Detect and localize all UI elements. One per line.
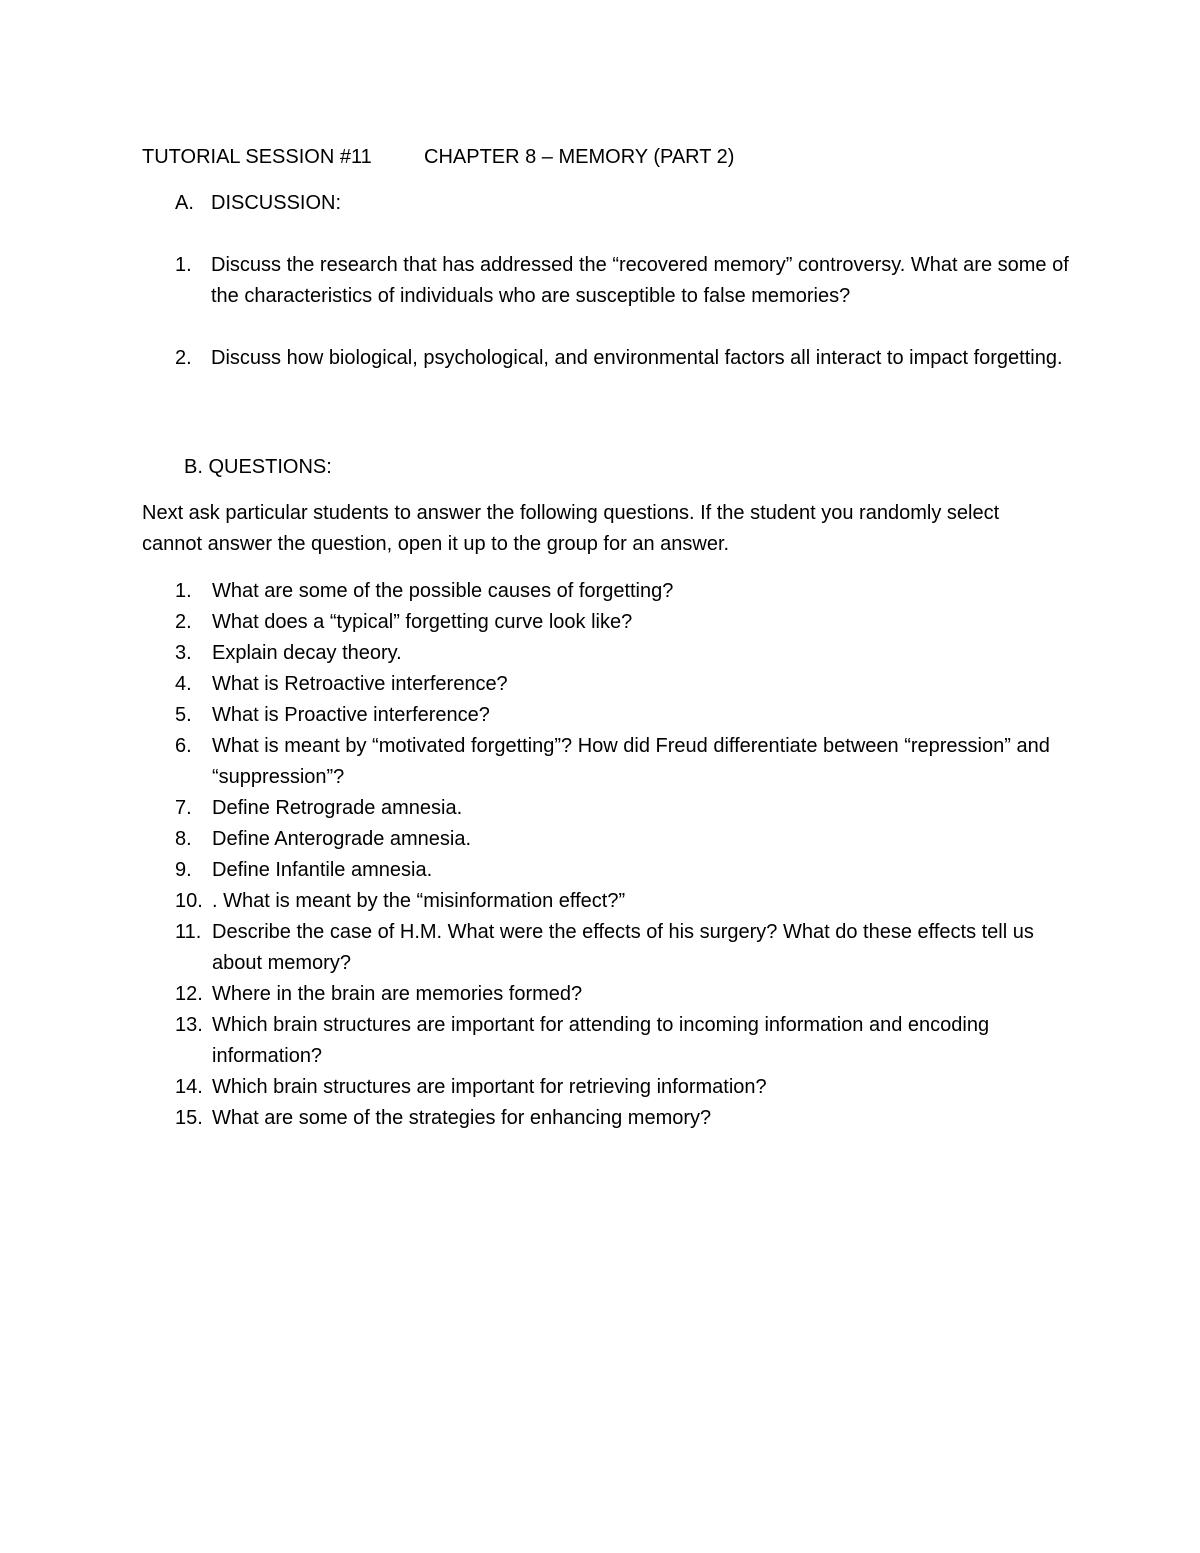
question-item bbox=[142, 886, 1072, 917]
question-item bbox=[142, 731, 1072, 793]
question-text: Explain decay theory. bbox=[212, 642, 402, 664]
question-number: 10. bbox=[175, 890, 203, 912]
question-number: 9. bbox=[175, 859, 192, 881]
question-text: Define Infantile amnesia. bbox=[212, 859, 433, 881]
question-number: 13. bbox=[175, 1014, 203, 1036]
question-text: Which brain structures are important for retrieving information? bbox=[212, 1076, 767, 1098]
question-number: 2. bbox=[175, 611, 192, 633]
question-text: Describe the case of H.M. What were the effects of his surgery? What do these effects tell us about memory? bbox=[212, 921, 1034, 974]
discussion-item-text: Discuss how biological, psychological, and environmental factors all interact to impact forgetting. bbox=[211, 347, 1063, 369]
question-text: What are some of the strategies for enhancing memory? bbox=[212, 1107, 712, 1129]
question-item bbox=[142, 979, 1072, 1010]
question-text: Which brain structures are important for attending to incoming information and encoding information? bbox=[212, 1014, 990, 1067]
question-text: . What is meant by the “misinformation effect?” bbox=[212, 890, 626, 912]
question-item bbox=[142, 700, 1072, 731]
question-number: 7. bbox=[175, 797, 192, 819]
question-number: 12. bbox=[175, 983, 203, 1005]
question-number: 3. bbox=[175, 642, 192, 664]
question-number: 6. bbox=[175, 735, 192, 757]
discussion-section-letter: A. bbox=[175, 192, 194, 214]
question-text: What is Retroactive interference? bbox=[212, 673, 508, 695]
question-number: 8. bbox=[175, 828, 192, 850]
question-number: 1. bbox=[175, 580, 192, 602]
question-item bbox=[142, 576, 1072, 607]
question-item bbox=[142, 793, 1072, 824]
session-title: TUTORIAL SESSION #11 bbox=[142, 146, 372, 168]
question-number: 15. bbox=[175, 1107, 203, 1129]
question-number: 4. bbox=[175, 673, 192, 695]
question-item bbox=[142, 855, 1072, 886]
discussion-item-number: 1. bbox=[175, 254, 192, 276]
questions-list bbox=[142, 576, 1072, 1134]
question-text: Define Retrograde amnesia. bbox=[212, 797, 463, 819]
discussion-heading: DISCUSSION: bbox=[211, 192, 342, 214]
question-item bbox=[142, 824, 1072, 855]
discussion-item-number: 2. bbox=[175, 347, 192, 369]
question-item bbox=[142, 607, 1072, 638]
question-item bbox=[142, 917, 1072, 979]
discussion-item-text: Discuss the research that has addressed the “recovered memory” controversy. What are some of the characteristics of individuals who are susceptible to false memories? bbox=[211, 254, 1069, 307]
question-number: 11. bbox=[175, 921, 202, 943]
question-text: What does a “typical” forgetting curve look like? bbox=[212, 611, 633, 633]
question-item bbox=[142, 1010, 1072, 1072]
chapter-title: CHAPTER 8 – MEMORY (PART 2) bbox=[424, 146, 735, 168]
question-text: Define Anterograde amnesia. bbox=[212, 828, 472, 850]
question-text: What is Proactive interference? bbox=[212, 704, 490, 726]
questions-intro: Next ask particular students to answer the following questions. If the student you randomly select cannot answer the question, open it up to the group for an answer. bbox=[142, 502, 1000, 555]
questions-heading: B. QUESTIONS: bbox=[184, 456, 332, 478]
question-text: Where in the brain are memories formed? bbox=[212, 983, 583, 1005]
question-item bbox=[142, 638, 1072, 669]
question-number: 5. bbox=[175, 704, 192, 726]
question-item bbox=[142, 1072, 1072, 1103]
question-number: 14. bbox=[175, 1076, 203, 1098]
question-item bbox=[142, 1103, 1072, 1134]
question-text: What are some of the possible causes of forgetting? bbox=[212, 580, 674, 602]
question-text: What is meant by “motivated forgetting”? How did Freud differentiate between “repression” and “suppression”? bbox=[212, 735, 1050, 788]
question-item bbox=[142, 669, 1072, 700]
